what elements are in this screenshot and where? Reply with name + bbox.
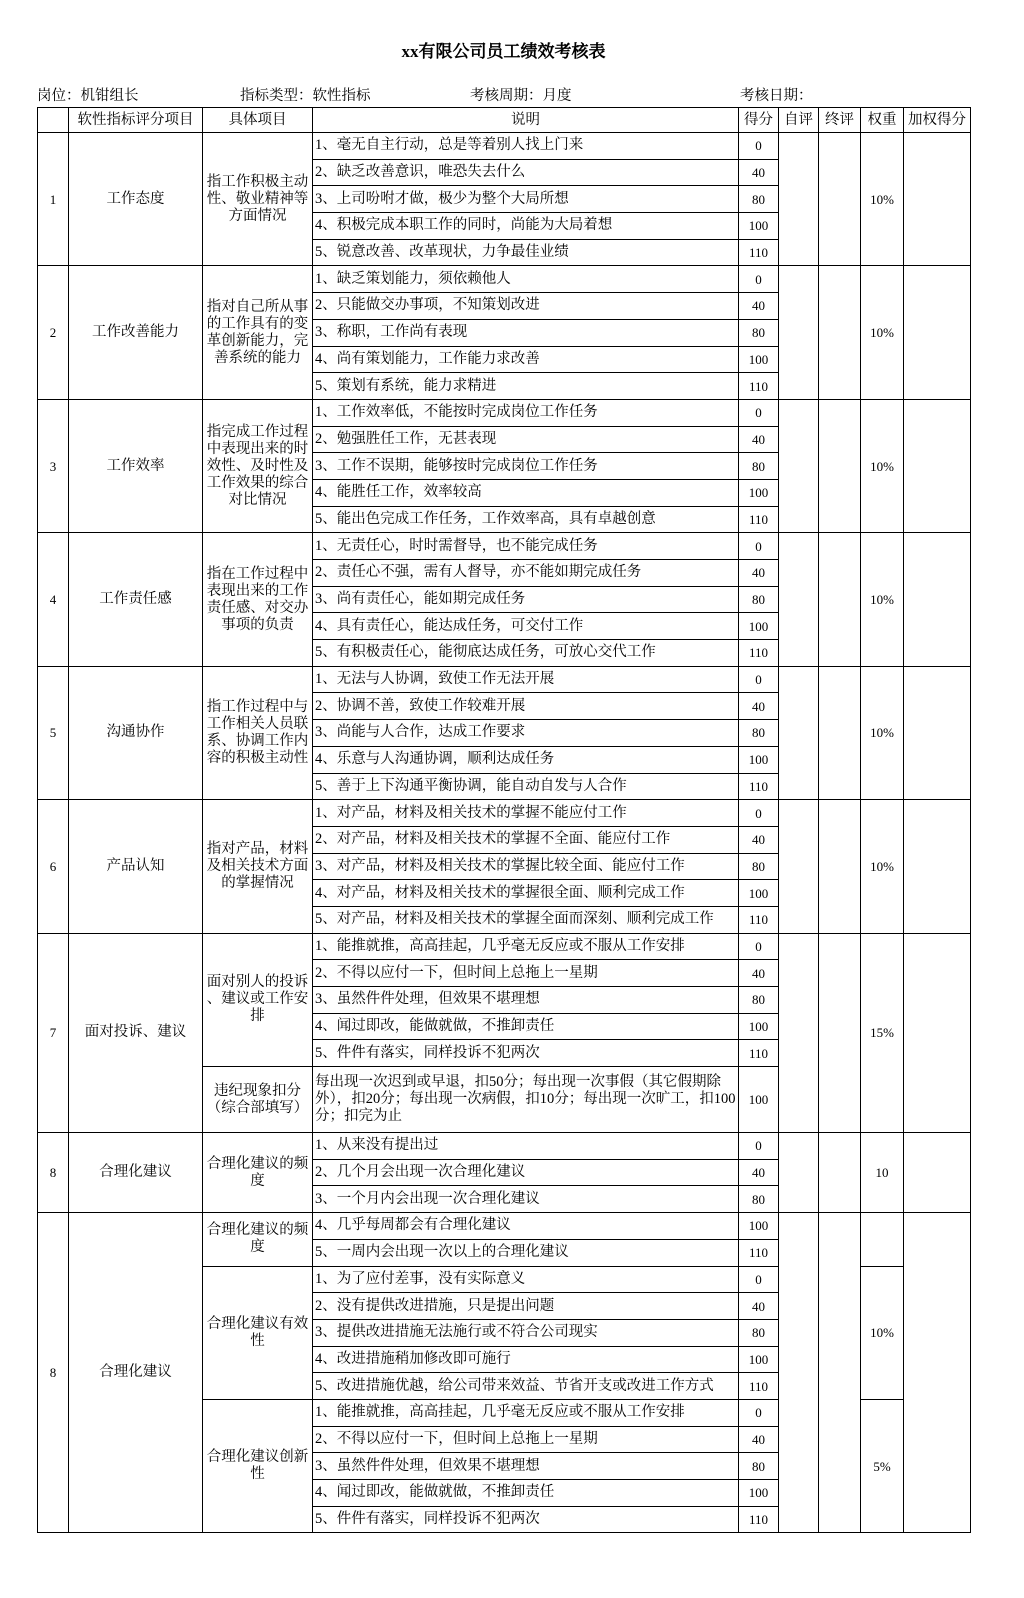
self-eval-cell: [779, 133, 819, 266]
score-cell: 80: [739, 853, 779, 880]
description-cell: 4、闻过即改，能做就做，不推卸责任: [313, 1013, 739, 1040]
weight-cell: 10%: [861, 399, 904, 532]
score-cell: 40: [739, 693, 779, 720]
header-indicator: 软性指标评分项目: [69, 108, 203, 133]
row-number-cell: 6: [38, 800, 69, 933]
score-cell: 40: [739, 1159, 779, 1186]
description-cell: 4、改进措施稍加修改即可施行: [313, 1346, 739, 1373]
description-cell: 2、只能做交办事项，不知策划改进: [313, 293, 739, 320]
indicator-type-label: 指标类型：软性指标: [240, 88, 371, 104]
score-cell: 40: [739, 826, 779, 853]
row-number-cell: 3: [38, 399, 69, 532]
description-cell: 5、能出色完成工作任务，工作效率高，具有卓越创意: [313, 506, 739, 533]
self-eval-cell: [779, 1213, 819, 1533]
row-number-cell: 2: [38, 266, 69, 399]
description-cell: 3、提供改进措施无法施行或不符合公司现实: [313, 1319, 739, 1346]
score-cell: 80: [739, 319, 779, 346]
table-body: [38, 133, 971, 1533]
indicator-name-cell: 面对投诉、建议: [69, 933, 203, 1132]
description-cell: 4、能胜任工作，效率较高: [313, 479, 739, 506]
self-eval-cell: [779, 266, 819, 399]
review-period-label: 考核周期：月度: [470, 88, 572, 104]
score-cell: 100: [739, 1013, 779, 1040]
weighted-score-cell: [904, 1213, 971, 1533]
description-cell: 2、对产品，材料及相关技术的掌握不全面、能应付工作: [313, 826, 739, 853]
score-cell: 40: [739, 426, 779, 453]
indicator-name-cell: 工作责任感: [69, 533, 203, 666]
description-cell: 2、没有提供改进措施，只是提出问题: [313, 1293, 739, 1320]
indicator-name-cell: 工作态度: [69, 133, 203, 266]
header-description: 说明: [313, 108, 739, 133]
score-cell: 80: [739, 987, 779, 1014]
score-cell: 110: [739, 239, 779, 266]
score-cell: 100: [739, 346, 779, 373]
self-eval-cell: [779, 800, 819, 933]
score-cell: 80: [739, 1186, 779, 1213]
row-number-cell: 5: [38, 666, 69, 799]
header-self-eval: 自评: [779, 108, 819, 133]
score-cell: 0: [739, 1133, 779, 1160]
score-cell: 100: [739, 1213, 779, 1240]
score-cell: 100: [739, 1067, 779, 1133]
self-eval-cell: [779, 399, 819, 532]
self-eval-cell: [779, 1133, 819, 1213]
score-cell: 0: [739, 133, 779, 160]
score-cell: 80: [739, 720, 779, 747]
description-cell: 1、无法与人协调，致使工作无法开展: [313, 666, 739, 693]
description-cell: 3、对产品，材料及相关技术的掌握比较全面、能应付工作: [313, 853, 739, 880]
score-cell: 80: [739, 186, 779, 213]
description-cell: 1、工作效率低，不能按时完成岗位工作任务: [313, 399, 739, 426]
description-cell: 5、件件有落实，同样投诉不犯两次: [313, 1040, 739, 1067]
score-cell: 110: [739, 1373, 779, 1400]
item-detail-cell: 指在工作过程中表现出来的工作责任感、对交办事项的负责: [203, 533, 313, 666]
description-cell: 2、缺乏改善意识，唯恐失去什么: [313, 159, 739, 186]
weight-cell: 10%: [861, 533, 904, 666]
description-cell: 4、闻过即改，能做就做，不推卸责任: [313, 1480, 739, 1507]
score-cell: 110: [739, 640, 779, 667]
description-cell: 2、不得以应付一下，但时间上总拖上一星期: [313, 960, 739, 987]
final-eval-cell: [819, 666, 861, 799]
description-cell: 5、有积极责任心，能彻底达成任务，可放心交代工作: [313, 640, 739, 667]
weight-cell: 15%: [861, 933, 904, 1132]
weighted-score-cell: [904, 1133, 971, 1213]
final-eval-cell: [819, 399, 861, 532]
final-eval-cell: [819, 266, 861, 399]
table-row: [38, 1213, 971, 1240]
description-cell: 3、虽然件件处理，但效果不堪理想: [313, 1453, 739, 1480]
position-label: 岗位：机钳组长: [37, 88, 139, 104]
description-cell: 5、善于上下沟通平衡协调，能自动自发与人合作: [313, 773, 739, 800]
score-cell: 80: [739, 1453, 779, 1480]
weight-cell: 10%: [861, 1266, 904, 1399]
score-cell: 100: [739, 880, 779, 907]
score-cell: 0: [739, 666, 779, 693]
weighted-score-cell: [904, 133, 971, 266]
score-cell: 40: [739, 560, 779, 587]
score-cell: 110: [739, 1506, 779, 1533]
weighted-score-cell: [904, 800, 971, 933]
final-eval-cell: [819, 933, 861, 1132]
description-cell: 2、协调不善，致使工作较难开展: [313, 693, 739, 720]
description-cell: 3、上司吩咐才做，极少为整个大局所想: [313, 186, 739, 213]
score-cell: 0: [739, 933, 779, 960]
weight-cell: 10: [861, 1133, 904, 1213]
item-detail-cell: 面对别人的投诉、建议或工作安排: [203, 933, 313, 1066]
weight-cell: 10%: [861, 266, 904, 399]
weighted-score-cell: [904, 533, 971, 666]
description-cell: 1、缺乏策划能力，须依赖他人: [313, 266, 739, 293]
description-cell: 1、能推就推，高高挂起，几乎毫无反应或不服从工作安排: [313, 1399, 739, 1426]
table-row: [38, 1133, 971, 1160]
header-weight: 权重: [861, 108, 904, 133]
final-eval-cell: [819, 533, 861, 666]
weight-cell: 10%: [861, 133, 904, 266]
row-number-cell: 8: [38, 1133, 69, 1213]
description-cell: 3、工作不误期，能够按时完成岗位工作任务: [313, 453, 739, 480]
weighted-score-cell: [904, 266, 971, 399]
final-eval-cell: [819, 800, 861, 933]
row-number-cell: 1: [38, 133, 69, 266]
indicator-name-cell: 合理化建议: [69, 1213, 203, 1533]
header-number: [38, 108, 69, 133]
description-cell: 1、能推就推，高高挂起，几乎毫无反应或不服从工作安排: [313, 933, 739, 960]
final-eval-cell: [819, 1133, 861, 1213]
final-eval-cell: [819, 133, 861, 266]
score-cell: 110: [739, 906, 779, 933]
score-cell: 40: [739, 159, 779, 186]
description-cell: 4、积极完成本职工作的同时，尚能为大局着想: [313, 213, 739, 240]
description-cell: 3、尚能与人合作，达成工作要求: [313, 720, 739, 747]
table-row: [38, 533, 971, 560]
weight-cell: 10%: [861, 800, 904, 933]
row-number-cell: 7: [38, 933, 69, 1132]
indicator-name-cell: 沟通协作: [69, 666, 203, 799]
item-detail-cell: 合理化建议的频度: [203, 1133, 313, 1213]
table-row: [38, 266, 971, 293]
table-row: [38, 933, 971, 960]
score-cell: 110: [739, 773, 779, 800]
item-detail-cell: 合理化建议的频度: [203, 1213, 313, 1266]
score-cell: 110: [739, 373, 779, 400]
item-detail-cell: 指完成工作过程中表现出来的时效性、及时性及工作效果的综合对比情况: [203, 399, 313, 532]
self-eval-cell: [779, 533, 819, 666]
description-cell: 3、虽然件件处理，但效果不堪理想: [313, 987, 739, 1014]
score-cell: 100: [739, 213, 779, 240]
description-cell: 1、对产品，材料及相关技术的掌握不能应付工作: [313, 800, 739, 827]
header-item: 具体项目: [203, 108, 313, 133]
description-cell: 5、一周内会出现一次以上的合理化建议: [313, 1239, 739, 1266]
table-row: [38, 399, 971, 426]
description-cell: 1、从来没有提出过: [313, 1133, 739, 1160]
table-row: [38, 800, 971, 827]
score-cell: 100: [739, 1480, 779, 1507]
score-cell: 80: [739, 1319, 779, 1346]
page-title: xx有限公司员工绩效考核表: [401, 42, 606, 61]
score-cell: 0: [739, 800, 779, 827]
score-cell: 40: [739, 293, 779, 320]
description-cell: 5、件件有落实，同样投诉不犯两次: [313, 1506, 739, 1533]
description-cell: 2、几个月会出现一次合理化建议: [313, 1159, 739, 1186]
item-detail-cell: 指工作积极主动性、敬业精神等方面情况: [203, 133, 313, 266]
item-detail-cell: 合理化建议创新性: [203, 1399, 313, 1532]
score-cell: 0: [739, 266, 779, 293]
score-cell: 0: [739, 533, 779, 560]
score-cell: 80: [739, 453, 779, 480]
description-cell: 3、称职，工作尚有表现: [313, 319, 739, 346]
description-cell: 5、策划有系统，能力求精进: [313, 373, 739, 400]
description-cell: 2、勉强胜任工作，无甚表现: [313, 426, 739, 453]
indicator-name-cell: 产品认知: [69, 800, 203, 933]
description-cell: 5、对产品，材料及相关技术的掌握全面而深刻、顺利完成工作: [313, 906, 739, 933]
header-score: 得分: [739, 108, 779, 133]
score-cell: 110: [739, 506, 779, 533]
performance-table: [37, 107, 971, 1533]
description-cell: 2、责任心不强，需有人督导，亦不能如期完成任务: [313, 560, 739, 587]
description-cell: 3、一个月内会出现一次合理化建议: [313, 1186, 739, 1213]
score-cell: 0: [739, 399, 779, 426]
description-cell: 每出现一次迟到或早退，扣50分；每出现一次事假（其它假期除外），扣20分；每出现一次病假，扣10分；每出现一次旷工，扣100分；扣完为止: [313, 1067, 739, 1133]
description-cell: 3、尚有责任心，能如期完成任务: [313, 586, 739, 613]
description-cell: 1、毫无自主行动，总是等着别人找上门来: [313, 133, 739, 160]
weight-cell: [861, 1213, 904, 1266]
score-cell: 40: [739, 1293, 779, 1320]
weight-cell: 5%: [861, 1399, 904, 1532]
weighted-score-cell: [904, 399, 971, 532]
weight-cell: 10%: [861, 666, 904, 799]
score-cell: 40: [739, 1426, 779, 1453]
description-cell: 4、几乎每周都会有合理化建议: [313, 1213, 739, 1240]
indicator-name-cell: 合理化建议: [69, 1133, 203, 1213]
score-cell: 100: [739, 1346, 779, 1373]
description-cell: 5、改进措施优越，给公司带来效益、节省开支或改进工作方式: [313, 1373, 739, 1400]
item-detail-cell: 指对自己所从事的工作具有的变革创新能力，完善系统的能力: [203, 266, 313, 399]
indicator-name-cell: 工作改善能力: [69, 266, 203, 399]
description-cell: 4、具有责任心，能达成任务，可交付工作: [313, 613, 739, 640]
score-cell: 100: [739, 746, 779, 773]
header-weighted-score: 加权得分: [904, 108, 971, 133]
header-row: [38, 108, 971, 133]
score-cell: 80: [739, 586, 779, 613]
score-cell: 110: [739, 1239, 779, 1266]
header-final-eval: 终评: [819, 108, 861, 133]
item-detail-cell: 指对产品，材料及相关技术方面的掌握情况: [203, 800, 313, 933]
indicator-name-cell: 工作效率: [69, 399, 203, 532]
description-cell: 5、锐意改善、改革现状，力争最佳业绩: [313, 239, 739, 266]
description-cell: 1、为了应付差事，没有实际意义: [313, 1266, 739, 1293]
row-number-cell: 8: [38, 1213, 69, 1533]
score-cell: 0: [739, 1266, 779, 1293]
score-cell: 0: [739, 1399, 779, 1426]
description-cell: 4、对产品，材料及相关技术的掌握很全面、顺利完成工作: [313, 880, 739, 907]
score-cell: 100: [739, 613, 779, 640]
description-cell: 4、尚有策划能力，工作能力求改善: [313, 346, 739, 373]
item-detail-cell: 指工作过程中与工作相关人员联系、协调工作内容的积极主动性: [203, 666, 313, 799]
score-cell: 110: [739, 1040, 779, 1067]
row-number-cell: 4: [38, 533, 69, 666]
table-row: [38, 133, 971, 160]
description-cell: 1、无责任心，时时需督导，也不能完成任务: [313, 533, 739, 560]
item-detail-cell: 违纪现象扣分（综合部填写）: [203, 1067, 313, 1133]
self-eval-cell: [779, 666, 819, 799]
table-row: [38, 666, 971, 693]
review-date-label: 考核日期：: [740, 88, 813, 104]
description-cell: 2、不得以应付一下，但时间上总拖上一星期: [313, 1426, 739, 1453]
weighted-score-cell: [904, 933, 971, 1132]
self-eval-cell: [779, 933, 819, 1132]
final-eval-cell: [819, 1213, 861, 1533]
description-cell: 4、乐意与人沟通协调，顺利达成任务: [313, 746, 739, 773]
weighted-score-cell: [904, 666, 971, 799]
score-cell: 40: [739, 960, 779, 987]
item-detail-cell: 合理化建议有效性: [203, 1266, 313, 1399]
score-cell: 100: [739, 479, 779, 506]
